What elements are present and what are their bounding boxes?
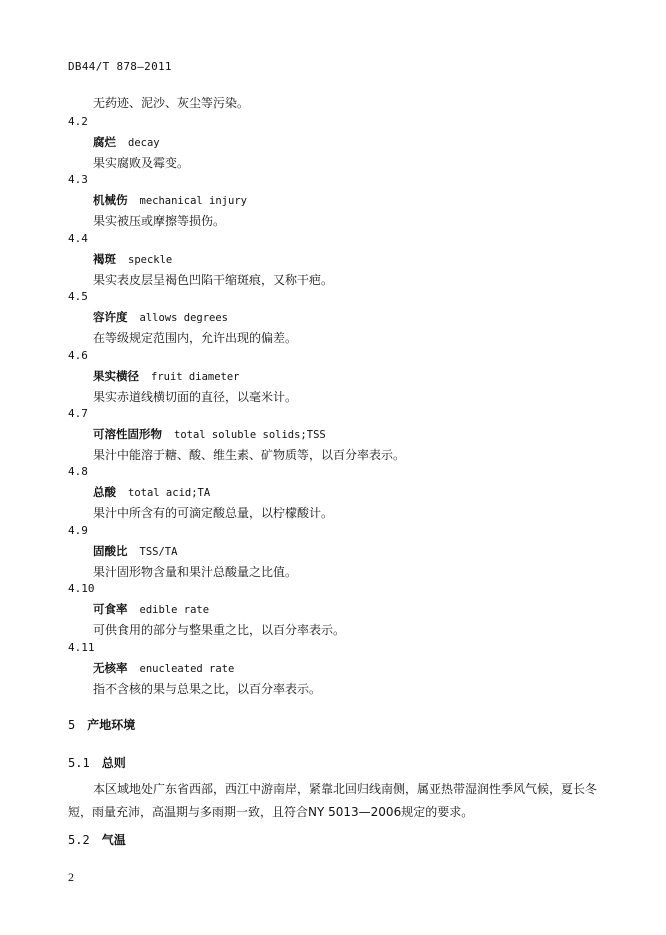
section-5-2-heading bbox=[68, 831, 126, 848]
term-definition: 果汁固形物含量和果汁总酸量之比值。 bbox=[93, 564, 298, 579]
term-title bbox=[93, 368, 240, 384]
term-title bbox=[93, 660, 234, 676]
continued-definition: 无药迹、泥沙、灰尘等污染。 bbox=[93, 96, 250, 110]
term-number: 4.10 bbox=[68, 582, 95, 596]
term-chinese-name: 可食率 bbox=[93, 602, 128, 617]
term-entry bbox=[68, 232, 608, 290]
term-entry bbox=[68, 641, 608, 699]
section-5-2-title: 气温 bbox=[101, 833, 126, 847]
term-title bbox=[93, 426, 326, 442]
term-entry bbox=[68, 524, 608, 582]
term-number: 4.8 bbox=[68, 465, 88, 479]
term-definition: 果实赤道线横切面的直径，以毫米计。 bbox=[93, 389, 298, 404]
term-entry bbox=[68, 349, 608, 407]
term-definition: 在等级规定范围内，允许出现的偏差。 bbox=[93, 331, 298, 346]
section-5-heading bbox=[68, 716, 135, 733]
term-english-name: edible rate bbox=[139, 604, 210, 617]
term-entry bbox=[68, 407, 608, 465]
term-chinese-name: 腐烂 bbox=[93, 135, 116, 149]
term-number: 4.11 bbox=[68, 640, 95, 654]
term-entry bbox=[68, 173, 608, 231]
term-chinese-name: 褐斑 bbox=[93, 251, 116, 266]
term-english-name: total acid;TA bbox=[128, 487, 211, 500]
term-english-name: TSS/TA bbox=[139, 545, 178, 558]
term-title bbox=[93, 134, 160, 150]
terms-list bbox=[68, 115, 608, 699]
term-definition: 果实表皮层呈褐色凹陷干缩斑痕，又称干疤。 bbox=[93, 272, 334, 287]
term-number: 4.7 bbox=[68, 406, 88, 420]
term-definition: 果汁中能溶于糖、酸、维生素、矿物质等，以百分率表示。 bbox=[93, 447, 406, 462]
term-english-name: decay bbox=[128, 137, 160, 149]
term-entry bbox=[68, 115, 608, 173]
term-definition: 果汁中所含有的可滴定酸总量，以柠檬酸计。 bbox=[93, 506, 334, 521]
page-number: 2 bbox=[68, 870, 74, 884]
section-5-1-number: 5.1 bbox=[68, 756, 90, 770]
term-number: 4.6 bbox=[68, 348, 88, 362]
term-definition: 果实被压或摩擦等损伤。 bbox=[93, 214, 226, 229]
term-entry bbox=[68, 582, 608, 640]
term-english-name: total soluble solids;TSS bbox=[174, 428, 326, 441]
term-english-name: allows degrees bbox=[139, 312, 229, 325]
term-title bbox=[93, 309, 228, 325]
term-number: 4.5 bbox=[68, 290, 88, 304]
term-title bbox=[93, 251, 172, 267]
section-5-1-title: 总则 bbox=[101, 756, 126, 770]
term-title bbox=[93, 484, 210, 500]
term-chinese-name: 容许度 bbox=[93, 310, 128, 325]
term-chinese-name: 固酸比 bbox=[93, 543, 128, 558]
term-chinese-name: 无核率 bbox=[93, 660, 128, 675]
term-english-name: fruit diameter bbox=[151, 370, 240, 383]
term-english-name: speckle bbox=[128, 253, 173, 266]
section-5-1-paragraph: 本区域地处广东省西部，西江中游南岸，紧靠北回归线南侧，属亚热带湿润性季风气候，夏长冬短，雨量充沛，高温期与多雨期一致，且符合NY 5013—2006规定的要求。 bbox=[68, 782, 598, 819]
term-chinese-name: 总酸 bbox=[93, 485, 116, 500]
term-number: 4.4 bbox=[68, 231, 88, 245]
term-english-name: enucleated rate bbox=[139, 662, 235, 675]
term-definition: 可供食用的部分与整果重之比，以百分率表示。 bbox=[93, 623, 346, 638]
term-definition: 果实腐败及霉变。 bbox=[93, 156, 190, 170]
term-title bbox=[93, 601, 209, 617]
term-entry bbox=[68, 465, 608, 523]
term-title bbox=[93, 192, 247, 208]
term-chinese-name: 可溶性固形物 bbox=[93, 426, 162, 441]
term-title bbox=[93, 543, 177, 559]
term-definition: 指不含核的果与总果之比，以百分率表示。 bbox=[93, 681, 322, 696]
section-5-1-heading bbox=[68, 754, 126, 771]
term-number: 4.9 bbox=[68, 523, 88, 537]
term-chinese-name: 果实横径 bbox=[93, 368, 139, 383]
section-5-2-number: 5.2 bbox=[68, 833, 90, 847]
term-number: 4.3 bbox=[68, 173, 88, 187]
term-number: 4.2 bbox=[68, 115, 88, 128]
term-english-name: mechanical injury bbox=[139, 195, 247, 208]
section-5-number: 5 bbox=[68, 718, 76, 732]
document-code-header: DB44/T 878—2011 bbox=[68, 60, 172, 73]
term-entry bbox=[68, 290, 608, 348]
term-chinese-name: 机械伤 bbox=[93, 193, 128, 208]
section-5-title: 产地环境 bbox=[87, 718, 136, 732]
